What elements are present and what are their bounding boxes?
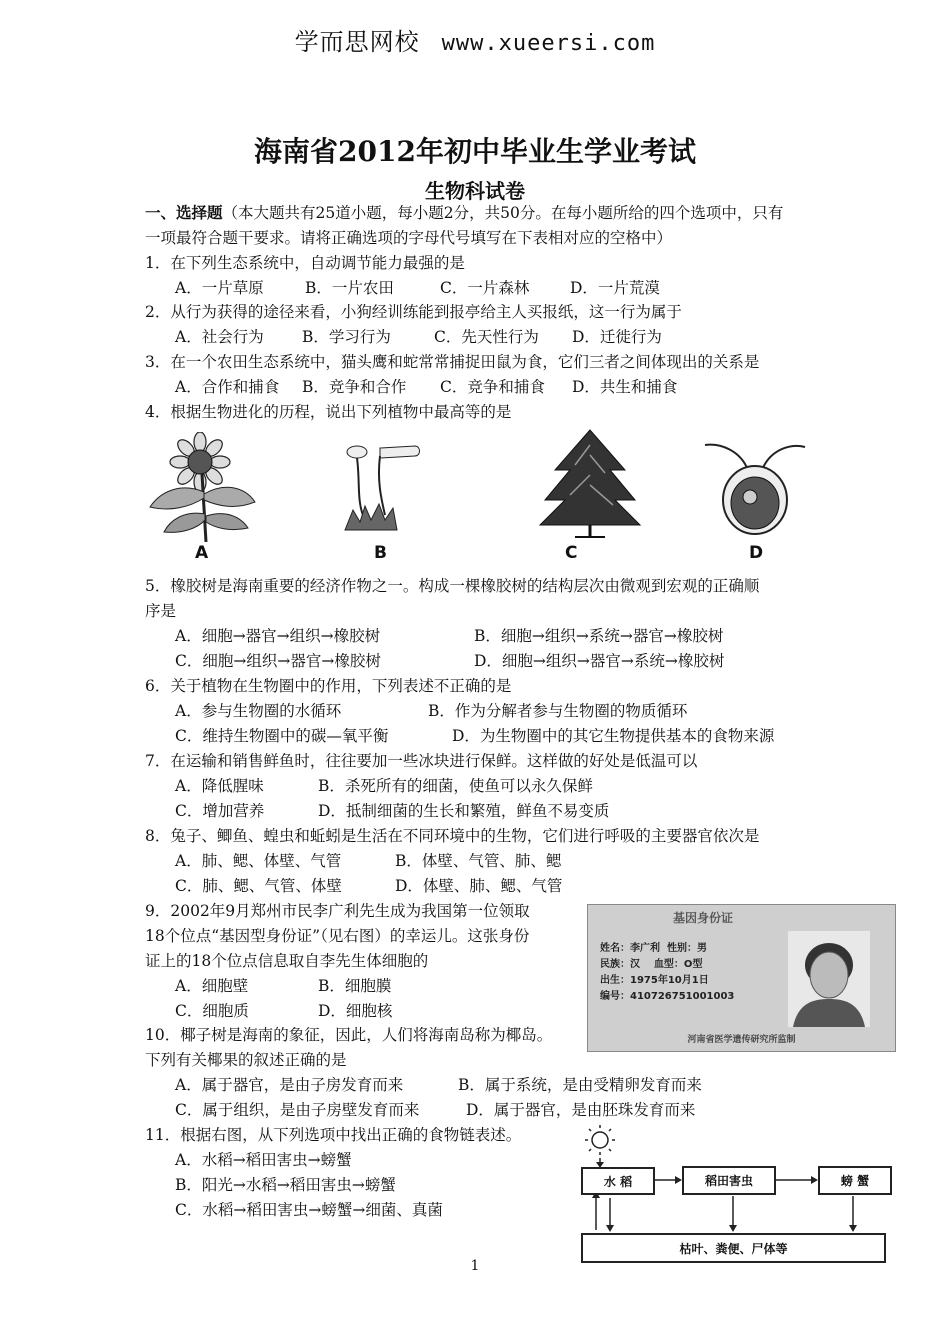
section-intro xyxy=(145,203,783,223)
page-header xyxy=(0,22,950,57)
q3-option-d: D．共生和捕食 xyxy=(572,378,678,396)
box-rice: 水 稻 xyxy=(581,1167,655,1195)
q3-option-b: B．竞争和合作 xyxy=(302,378,407,396)
q1-option-a: A．一片草原 xyxy=(175,279,264,297)
card-blood: 血型：O型 xyxy=(653,959,703,970)
q2-option-b: B．学习行为 xyxy=(302,328,391,346)
q10-option-a: A．属于器官，是由子房发育而来 xyxy=(175,1076,404,1094)
q7-option-c: C．增加营养 xyxy=(175,802,265,820)
q6-stem: 6．关于植物在生物圈中的作用，下列表述不正确的是 xyxy=(145,677,512,695)
q5-stem-2: 序是 xyxy=(145,602,177,620)
card-footer: 河南省医学遗传研究所监制 xyxy=(687,1035,796,1045)
q7-option-a: A．降低腥味 xyxy=(175,777,264,795)
q10-stem-1: 10．椰子树是海南的象征，因此，人们将海南岛称为椰岛。 xyxy=(145,1026,553,1044)
q3-option-a: A．合作和捕食 xyxy=(175,378,280,396)
q9-option-a: A．细胞壁 xyxy=(175,977,249,995)
q10-option-c: C．属于组织，是由子房壁发育而来 xyxy=(175,1101,420,1119)
q8-option-b: B．体壁、气管、肺、鳃 xyxy=(395,852,562,870)
chlamydomonas-image xyxy=(700,435,810,540)
q8-option-d: D．体壁、肺、鳃、气管 xyxy=(395,877,563,895)
q8-option-c: C．肺、鳃、气管、体壁 xyxy=(175,877,342,895)
q1-option-b: B．一片农田 xyxy=(305,279,394,297)
q9-stem-3: 证上的18个位点信息取自李先生体细胞的 xyxy=(145,952,429,970)
q7-option-d: D．抵制细菌的生长和繁殖，鲜鱼不易变质 xyxy=(318,802,610,820)
q2-option-a: A．社会行为 xyxy=(175,328,264,346)
q9-option-d: D．细胞核 xyxy=(318,1002,393,1020)
q11-option-c: C．水稻→稻田害虫→螃蟹→细菌、真菌 xyxy=(175,1201,443,1219)
q6-option-b: B．作为分解者参与生物圈的物质循环 xyxy=(428,702,688,720)
q11-stem: 11．根据右图，从下列选项中找出正确的食物链表述。 xyxy=(145,1126,522,1144)
card-birth: 出生：1975年10月1日 xyxy=(600,975,709,986)
q7-stem: 7．在运输和销售鲜鱼时，往往要加一些冰块进行保鲜。这样做的好处是低温可以 xyxy=(145,752,698,770)
sunflower-image xyxy=(140,432,260,542)
gene-id-card xyxy=(587,904,896,1052)
q5-stem-1: 5．橡胶树是海南重要的经济作物之一。构成一棵橡胶树的结构层次由微观到宏观的正确顺 xyxy=(145,577,760,595)
card-name: 姓名：李广利 xyxy=(600,943,660,954)
q6-option-d: D．为生物圈中的其它生物提供基本的食物来源 xyxy=(452,727,775,745)
section-desc-1: （本大题共有25道小题，每小题2分，共50分。在每小题所给的四个选项中，只有 xyxy=(222,204,784,222)
card-title: 基因身份证 xyxy=(672,911,733,925)
q6-option-a: A．参与生物圈的水循环 xyxy=(175,702,342,720)
section-label: 一、选择题 xyxy=(145,203,223,222)
q4-stem: 4．根据生物进化的历程，说出下列植物中最高等的是 xyxy=(145,403,512,421)
q5-option-b: B．细胞→组织→系统→器官→橡胶树 xyxy=(474,627,724,645)
q9-stem-2: 18个位点“基因型身份证”（见右图）的幸运儿。这张身份 xyxy=(145,927,530,945)
box-detritus: 枯叶、粪便、尸体等 xyxy=(581,1233,886,1263)
section-desc-2: 一项最符合题干要求。请将正确选项的字母代号填写在下表相对应的空格中） xyxy=(145,229,673,247)
q5-option-a: A．细胞→器官→组织→橡胶树 xyxy=(175,627,381,645)
q5-option-d: D．细胞→组织→器官→系统→橡胶树 xyxy=(474,652,725,670)
q6-option-c: C．维持生物圈中的碳—氧平衡 xyxy=(175,727,389,745)
exam-title: 海南省2012年初中毕业生学业考试 xyxy=(254,135,696,168)
plant-label-d: D xyxy=(749,543,764,563)
plant-label-a: A xyxy=(195,543,209,563)
q11-option-b: B．阳光→水稻→稻田害虫→螃蟹 xyxy=(175,1176,396,1194)
q1-option-d: D．一片荒漠 xyxy=(570,279,660,297)
q7-option-b: B．杀死所有的细菌，使鱼可以永久保鲜 xyxy=(318,777,593,795)
exam-subtitle: 生物科试卷 xyxy=(425,179,525,203)
plant-label-c: C xyxy=(565,543,578,563)
card-sex: 性别：男 xyxy=(666,943,707,954)
q5-option-c: C．细胞→组织→器官→橡胶树 xyxy=(175,652,381,670)
q10-option-d: D．属于器官，是由胚珠发育而来 xyxy=(466,1101,696,1119)
card-number: 编号：410726751001003 xyxy=(600,991,735,1002)
q11-option-a: A．水稻→稻田害虫→螃蟹 xyxy=(175,1151,352,1169)
q10-stem-2: 下列有关椰果的叙述正确的是 xyxy=(145,1051,347,1069)
q9-option-c: C．细胞质 xyxy=(175,1002,249,1020)
q1-stem: 1．在下列生态系统中，自动调节能力最强的是 xyxy=(145,254,465,272)
plant-label-b: B xyxy=(374,543,387,563)
page-number: 1 xyxy=(470,1258,480,1274)
card-nation: 民族：汉 xyxy=(600,959,640,970)
q9-option-b: B．细胞膜 xyxy=(318,977,392,995)
box-pest: 稻田害虫 xyxy=(682,1166,776,1195)
q8-option-a: A．肺、鳃、体壁、气管 xyxy=(175,852,342,870)
moss-image xyxy=(335,440,425,535)
q3-stem: 3．在一个农田生态系统中，猫头鹰和蛇常常捕捉田鼠为食，它们三者之间体现出的关系是 xyxy=(145,353,760,371)
card-fields xyxy=(600,941,734,1005)
q3-option-c: C．竞争和捕食 xyxy=(440,378,545,396)
q2-stem: 2．从行为获得的途径来看，小狗经训练能到报亭给主人买报纸，这一行为属于 xyxy=(145,303,682,321)
q10-option-b: B．属于系统，是由受精卵发育而来 xyxy=(458,1076,702,1094)
q1-option-c: C．一片森林 xyxy=(440,279,530,297)
site-url: www.xueersi.com xyxy=(441,31,656,56)
q9-stem-1: 9．2002年9月郑州市民李广利先生成为我国第一位领取 xyxy=(145,902,530,920)
q8-stem: 8．兔子、鲫鱼、蝗虫和蚯蚓是生活在不同环境中的生物，它们进行呼吸的主要器官依次是 xyxy=(145,827,760,845)
box-crab: 螃 蟹 xyxy=(818,1166,892,1195)
q2-option-c: C．先天性行为 xyxy=(434,328,539,346)
fern-image xyxy=(535,425,645,540)
portrait-photo xyxy=(788,931,870,1027)
q2-option-d: D．迁徙行为 xyxy=(572,328,662,346)
school-name: 学而思网校 xyxy=(294,28,420,56)
